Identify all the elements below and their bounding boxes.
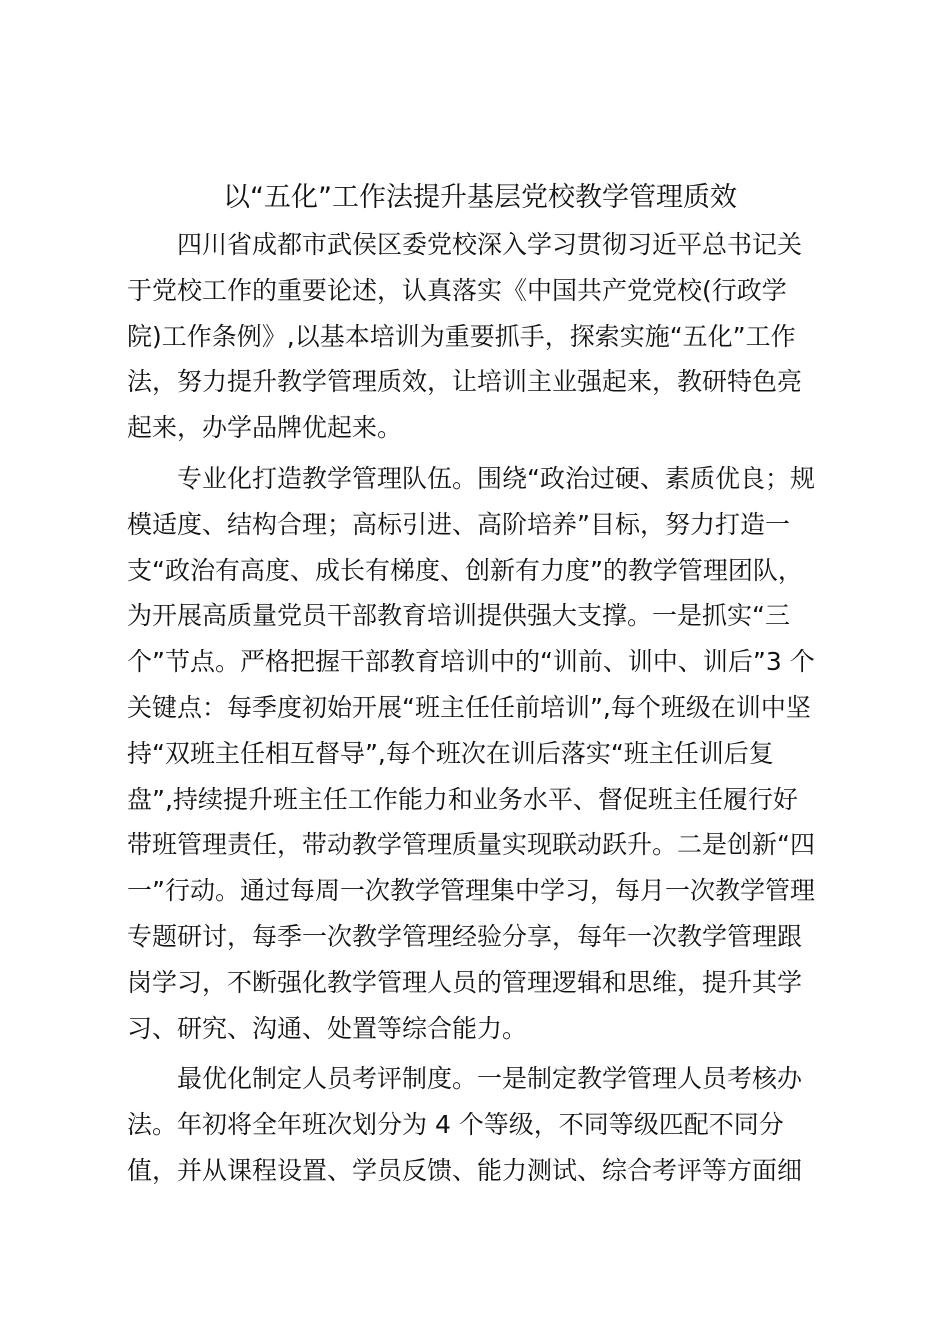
paragraph <box>127 456 831 1051</box>
text-line: 岗学习，不断强化教学管理人员的管理逻辑和思维，提升其学 <box>127 967 803 997</box>
document-title: 以“五化”工作法提升基层党校教学管理质效 <box>223 182 737 213</box>
text-line: 院)工作条例》,以基本培训为重要抓手，探索实施“五化”工作 <box>127 321 796 351</box>
text-line: 专业化打造教学管理队伍。围绕“政治过硬、素质优良；规 <box>177 463 815 493</box>
paragraph <box>127 222 831 451</box>
text-line: 四川省成都市武侯区委党校深入学习贯彻习近平总书记关 <box>177 230 803 259</box>
text-line: 盘”,持续提升班主任工作能力和业务水平、督促班主任履行好 <box>127 784 798 814</box>
text-line: 专题研讨，每季一次教学管理经验分享，每年一次教学管理跟 <box>127 921 803 951</box>
text-line: 关键点：每季度初始开展“班主任任前培训”,每个班级在训中坚 <box>127 692 811 722</box>
document-body <box>127 222 831 1199</box>
text-line: 于党校工作的重要论述，认真落实《中国共产党党校(行政学 <box>127 275 787 305</box>
text-line: 一”行动。通过每周一次教学管理集中学习，每月一次教学管理 <box>127 876 815 906</box>
text-line: 习、研究、沟通、处置等综合能力。 <box>127 1013 528 1043</box>
text-line: 起来，办学品牌优起来。 <box>127 413 403 443</box>
text-line: 模适度、结构合理；高标引进、高阶培养”目标，努力打造一 <box>127 509 790 539</box>
text-line: 法。年初将全年班次划分为 4 个等级，不同等级匹配不同分 <box>127 1110 784 1140</box>
text-line: 最优化制定人员考评制度。一是制定教学管理人员考核办 <box>177 1064 803 1094</box>
text-line: 个”节点。严格把握干部教育培训中的“训前、训中、训后”3 个 <box>127 647 815 677</box>
text-line: 值，并从课程设置、学员反馈、能力测试、综合考评等方面细 <box>127 1155 803 1185</box>
paragraph <box>127 1056 831 1193</box>
text-line: 为开展高质量党员干部教育培训提供强大支撑。一是抓实“三 <box>127 601 790 631</box>
text-line: 持“双班主任相互督导”,每个班次在训后落实“班主任训后复 <box>127 738 774 768</box>
text-line: 法，努力提升教学管理质效，让培训主业强起来，教研特色亮 <box>127 367 803 397</box>
text-line: 支“政治有高度、成长有梯度、创新有力度”的教学管理团队， <box>127 555 803 585</box>
text-line: 带班管理责任，带动教学管理质量实现联动跃升。二是创新“四 <box>127 830 815 860</box>
